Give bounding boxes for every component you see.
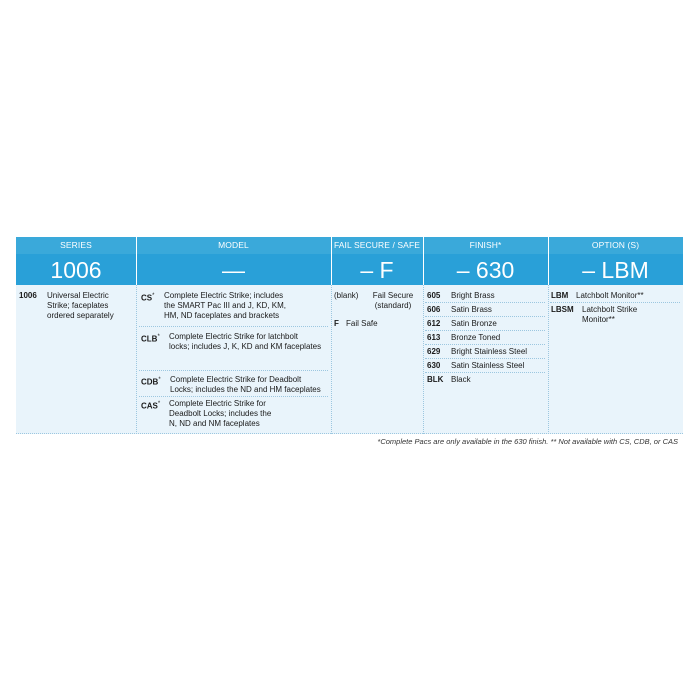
- model-description: Complete Electric Strike for Deadbolt Locks; includes the ND and HM faceplates: [170, 375, 321, 394]
- finish-description: Satin Stainless Steel: [451, 361, 525, 370]
- option-code: LBM: [551, 291, 569, 300]
- row-divider: [425, 316, 545, 317]
- finish-code: 629: [427, 347, 441, 356]
- column-divider: [423, 285, 424, 434]
- ordering-table: [16, 237, 683, 434]
- row-divider: [139, 370, 328, 371]
- model-code: CS*: [141, 293, 155, 303]
- finish-description: Bronze Toned: [451, 333, 501, 342]
- row-divider: [425, 372, 545, 373]
- row-divider: [425, 358, 545, 359]
- finish-description: Satin Brass: [451, 305, 492, 314]
- series-code: 1006: [19, 291, 37, 300]
- fail-code: (blank): [334, 291, 359, 300]
- row-divider: [425, 344, 545, 345]
- row-divider: [139, 396, 328, 397]
- model-description: Complete Electric Strike for latchbolt locks; includes J, K, KD and KM faceplates: [169, 332, 322, 351]
- finish-code: 613: [427, 333, 441, 342]
- finish-code: BLK: [427, 375, 444, 384]
- model-code: CLB*: [141, 334, 160, 344]
- finish-description: Satin Bronze: [451, 319, 497, 328]
- row-divider: [550, 302, 680, 303]
- value-fail: – F: [331, 254, 423, 285]
- row-divider: [425, 302, 545, 303]
- model-code: CDB*: [141, 377, 161, 387]
- table-bottom-border: [16, 433, 683, 434]
- column-divider: [136, 237, 137, 285]
- column-divider: [423, 237, 424, 285]
- option-description: Latchbolt Strike Monitor**: [582, 305, 638, 324]
- header-finish: FINISH*: [423, 237, 548, 254]
- finish-code: 605: [427, 291, 441, 300]
- series-description: Universal Electric Strike; faceplates ordered separately: [47, 291, 114, 320]
- option-description: Latchbolt Monitor**: [576, 291, 644, 300]
- fail-description: Fail Secure (standard): [372, 291, 414, 310]
- column-divider: [548, 237, 549, 285]
- column-divider: [136, 285, 137, 434]
- finish-description: Bright Stainless Steel: [451, 347, 528, 356]
- column-divider: [548, 285, 549, 434]
- fail-description: Fail Safe: [346, 319, 378, 328]
- finish-description: Bright Brass: [451, 291, 495, 300]
- column-divider: [331, 285, 332, 434]
- value-option: – LBM: [548, 254, 683, 285]
- header-options: OPTION (S): [548, 237, 683, 254]
- header-fail-secure-safe: FAIL SECURE / SAFE: [331, 237, 423, 254]
- finish-code: 630: [427, 361, 441, 370]
- finish-code: 606: [427, 305, 441, 314]
- finish-description: Black: [451, 375, 471, 384]
- model-description: Complete Electric Strike; includes the SMART Pac III and J, KD, KM, HM, ND faceplates and brackets: [164, 291, 286, 320]
- option-code: LBSM: [551, 305, 574, 314]
- finish-code: 612: [427, 319, 441, 328]
- footnote: *Complete Pacs are only available in the 630 finish. ** Not available with CS, CDB, or CAS: [377, 437, 678, 446]
- model-description: Complete Electric Strike for Deadbolt Locks; includes the N, ND and NM faceplates: [169, 399, 272, 428]
- value-model: —: [136, 254, 331, 285]
- row-divider: [425, 330, 545, 331]
- header-model: MODEL: [136, 237, 331, 254]
- header-series: SERIES: [16, 237, 136, 254]
- row-divider: [139, 326, 328, 327]
- value-series: 1006: [16, 254, 136, 285]
- value-finish: – 630: [423, 254, 548, 285]
- fail-code: F: [334, 319, 339, 328]
- model-code: CAS*: [141, 401, 161, 411]
- column-divider: [331, 237, 332, 285]
